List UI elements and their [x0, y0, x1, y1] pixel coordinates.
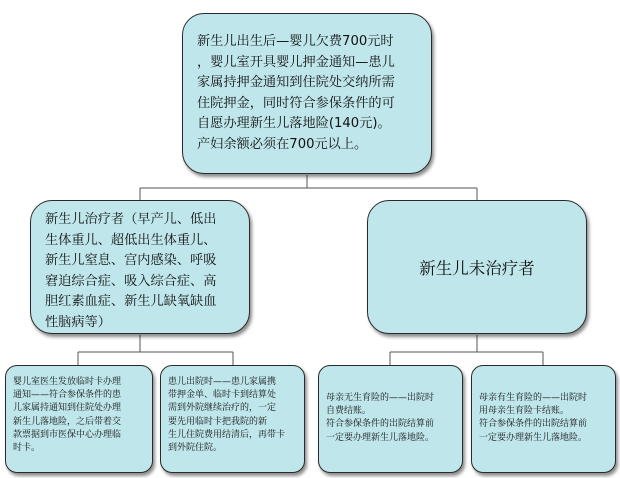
root-node — [182, 13, 432, 174]
discharge-settlement-node — [160, 365, 305, 473]
treated-newborn-node — [30, 200, 250, 334]
root-node-text: 新生儿出生后—婴儿欠费700元时 ，婴儿室开具婴儿押金通知—患儿 家属持押金通知到住院处交纳所需 住院押金，同时符合参保条件的可 自愿办理新生儿落地险(140元)。 产妇余额必须在700元以上。 — [197, 34, 395, 152]
mother-no-maternity-insurance-node — [318, 365, 463, 473]
untreated-newborn-text: 新生儿未治疗者 — [419, 259, 535, 278]
untreated-newborn-node — [367, 200, 587, 334]
mother-with-maternity-insurance-text: 母亲有生育险的——出院时 用母亲生育险卡结账。 符合参保条件的出院结算前 一定要办理新生儿落地险。 — [479, 393, 588, 443]
temp-card-notice-node — [5, 365, 153, 473]
mother-no-maternity-insurance-text: 母亲无生育险的——出院时 自费结账。 符合参保条件的出院结算前 一定要办理新生儿落地险。 — [326, 393, 435, 443]
discharge-settlement-text: 患儿出院时——患儿家属携 带押金单、临时卡到结算处 需到外院继续治疗的，一定 要先用临时卡把我院的新 生儿住院费用结清后，再带卡 到外院住院。 — [168, 377, 286, 454]
treated-newborn-text: 新生儿治疗者（早产儿、低出 生体重儿、超低出生体重儿、 新生儿窒息、宫内感染、呼吸 窘迫综合症、吸入综合症、高 胆红素血症、新生儿缺氧缺血 性脑病等） — [45, 212, 217, 330]
mother-with-maternity-insurance-node — [471, 365, 616, 473]
temp-card-notice-text: 婴儿室医生发放临时卡办理 通知——符合参保条件的患 儿家属持通知到住院处办理 新生儿落地险，之后带着交 款票据到市医保中心办理临 时卡。 — [13, 377, 122, 454]
